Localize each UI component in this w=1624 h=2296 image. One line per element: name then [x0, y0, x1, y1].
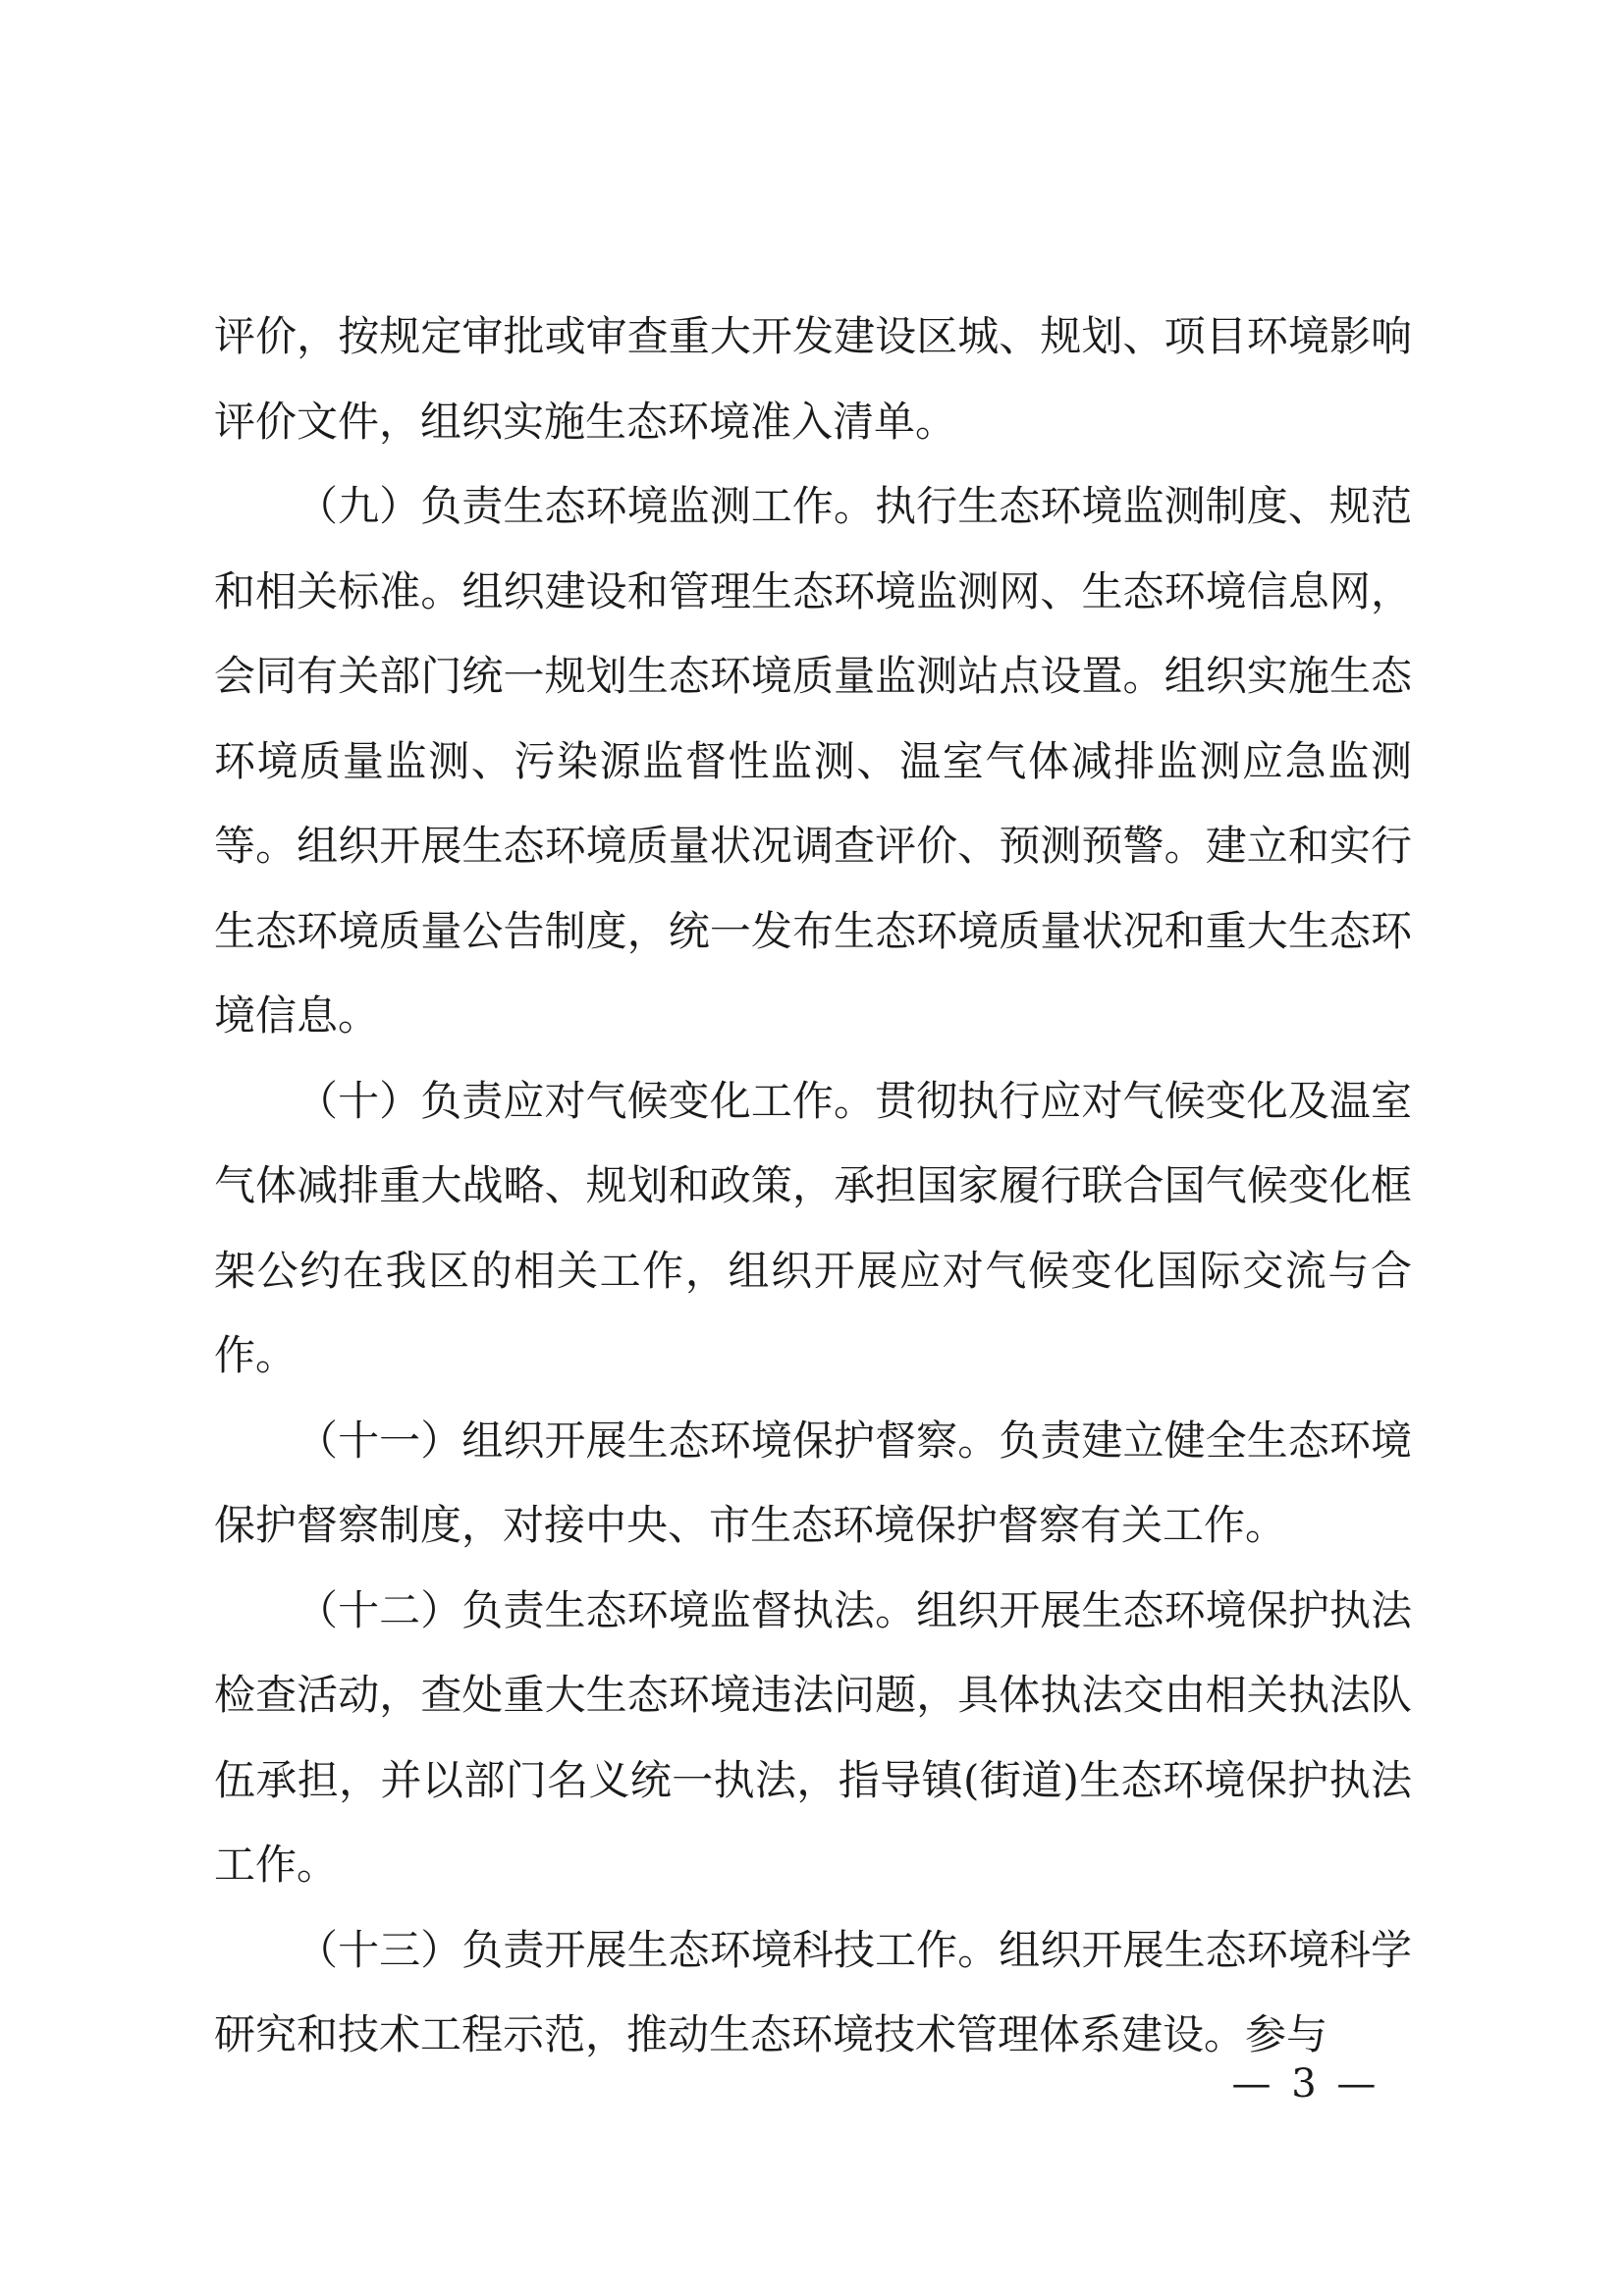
paragraph-item-10: （十）负责应对气候变化工作。贯彻执行应对气候变化及温室气体减排重大战略、规划和政策，承担国家履行联合国气候变化框架公约在我区的相关工作，组织开展应对气候变化国际交流与合作。: [214, 1076, 1412, 1379]
page-number: — 3 —: [1231, 2061, 1380, 2107]
document-body: [214, 294, 1412, 2078]
paragraph-item-12: （十二）负责生态环境监督执法。组织开展生态环境保护执法检查活动，查处重大生态环境违法问题，具体执法交由相关执法队伍承担，并以部门名义统一执法，指导镇(街道)生态环境保护执法工作。: [214, 1585, 1412, 1889]
paragraph-item-11: （十一）组织开展生态环境保护督察。负责建立健全生态环境保护督察制度，对接中央、市生态环境保护督察有关工作。: [214, 1415, 1412, 1549]
paragraph-item-9: （九）负责生态环境监测工作。执行生态环境监测制度、规范和相关标准。组织建设和管理生态环境监测网、生态环境信息网，会同有关部门统一规划生态环境质量监测站点设置。组织实施生态环境质量监测、污染源监督性监测、温室气体减排监测应急监测等。组织开展生态环境质量状况调查评价、预测预警。建立和实行生态环境质量公告制度，统一发布生态环境质量状况和重大生态环境信息。: [214, 482, 1412, 1040]
paragraph-item-13: （十三）负责开展生态环境科技工作。组织开展生态环境科学研究和技术工程示范，推动生态环境技术管理体系建设。参与: [214, 1925, 1412, 2058]
paragraph-continuation: 评价，按规定审批或审查重大开发建设区城、规划、项目环境影响评价文件，组织实施生态环境准入清单。: [214, 312, 1412, 446]
